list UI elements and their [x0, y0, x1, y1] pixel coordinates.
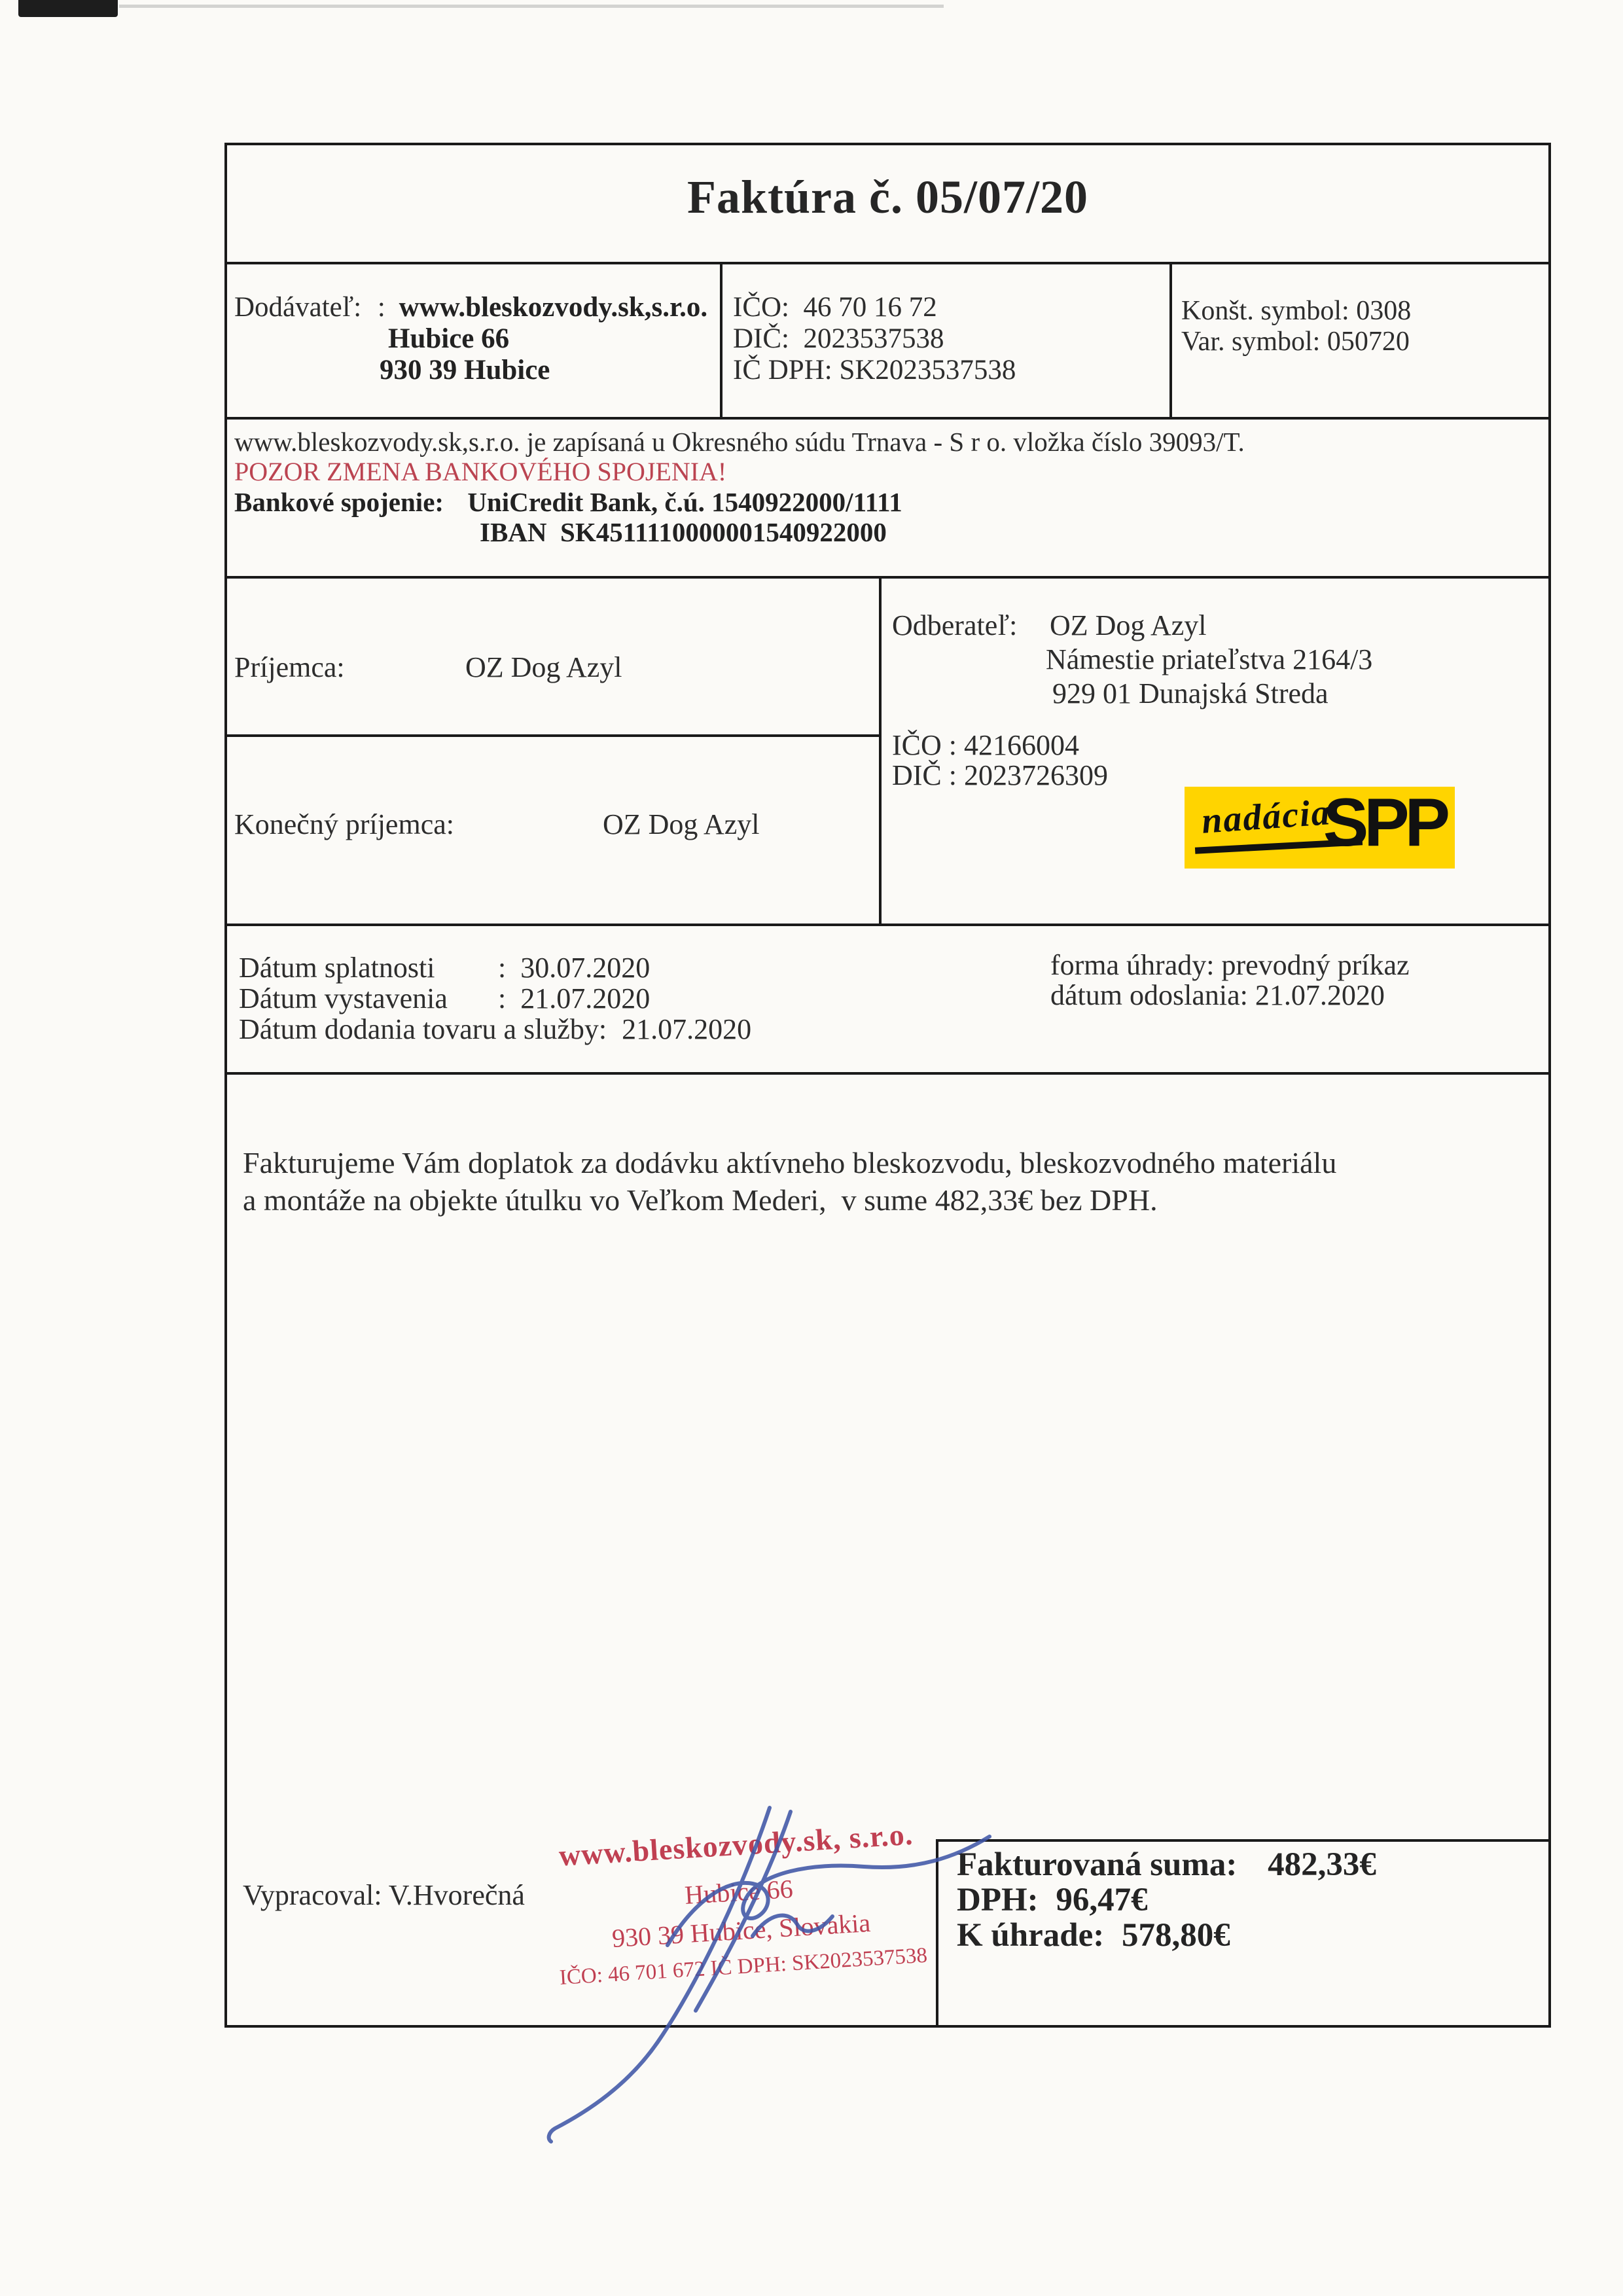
supplier-icdph: IČ DPH: SK2023537538: [733, 355, 1016, 386]
customer-ico: IČO : 42166004: [892, 729, 1079, 761]
stamp-line2: Hubice 66: [683, 1874, 794, 1910]
table-border: [224, 1072, 1551, 1075]
total-due-label: K úhrade:: [957, 1917, 1105, 1954]
total-invoiced-label: Fakturovaná suma:: [957, 1846, 1238, 1883]
recipient-block: [234, 651, 622, 684]
supplier-tax-block: [733, 292, 1158, 386]
date-row: [239, 983, 751, 1014]
body-line1: Fakturujeme Vám doplatok za dodávku aktívneho bleskozvodu, bleskozvodného materiálu: [243, 1146, 1337, 1179]
supplier-address2-text: 930 39 Hubice: [380, 355, 550, 386]
bank-label: Bankové spojenie:: [234, 487, 444, 517]
final-recipient-value: OZ Dog Azyl: [603, 808, 760, 840]
final-recipient-block: [234, 808, 760, 841]
table-border: [224, 924, 1551, 926]
invoice-body-text: [243, 1144, 1506, 1219]
supplier-colon: :: [377, 292, 385, 323]
customer-line1: [892, 609, 1372, 643]
table-border: [224, 262, 1551, 264]
date-row: [239, 952, 751, 983]
registration-note: www.bleskozvody.sk,s.r.o. je zapísaná u Okresného súdu Trnava - S r o. vložka číslo 39093/T.: [234, 427, 1245, 457]
date-issued-label: Dátum vystavenia: [239, 982, 448, 1014]
date-due-label: Dátum splatnosti: [239, 952, 435, 984]
payment-form: forma úhrady: prevodný príkaz: [1050, 949, 1410, 981]
table-border: [224, 417, 1551, 420]
invoice-title-text: Faktúra č. 05/07/20: [687, 171, 1088, 223]
supplier-ico: IČO: 46 70 16 72: [733, 292, 937, 323]
logo-script-text: nadácia: [1200, 792, 1332, 842]
total-due-value: 578,80€: [1122, 1917, 1230, 1954]
total-invoiced-row: [957, 1847, 1376, 1882]
table-border: [224, 734, 879, 737]
customer-label: Odberateľ:: [892, 609, 1018, 641]
scan-artifact-line: [119, 5, 944, 8]
iban: IBAN SK4511110000001540922000: [480, 517, 887, 547]
supplier-label: Dodávateľ:: [234, 292, 362, 323]
supplier-dic: DIČ: 2023537538: [733, 323, 944, 354]
customer-name: OZ Dog Azyl: [1050, 609, 1207, 641]
date-delivery-value: 21.07.2020: [622, 1013, 752, 1045]
customer-block: [892, 609, 1372, 791]
supplier-address1-text: Hubice 66: [388, 323, 510, 354]
konst-symbol: Konšt. symbol: 0308: [1181, 296, 1412, 326]
customer-dic: DIČ : 2023726309: [892, 759, 1108, 791]
supplier-block: [234, 292, 715, 386]
recipient-label: Príjemca:: [234, 651, 345, 683]
table-border: [720, 262, 722, 420]
final-recipient-label: Konečný príjemca:: [234, 808, 454, 840]
totals-text: [957, 1847, 1376, 1953]
bank-block: [234, 427, 1504, 547]
payment-block: [1050, 950, 1410, 1011]
customer-address2: 929 01 Dunajská Streda: [1052, 677, 1329, 709]
bank-value: UniCredit Bank, č.ú. 1540922000/1111: [467, 487, 902, 517]
customer-address1: Námestie priateľstva 2164/3: [1046, 643, 1373, 675]
prepared-by-text: Vypracoval: V.Hvorečná: [243, 1879, 525, 1911]
date-due-value: : 30.07.2020: [498, 952, 651, 984]
stamp-line1: www.bleskozvody.sk, s.r.o.: [558, 1817, 914, 1873]
company-stamp: [526, 1815, 954, 1992]
invoice-table-frame: [224, 143, 1551, 2028]
sent-date: dátum odoslania: 21.07.2020: [1050, 979, 1385, 1011]
invoice-title: [224, 170, 1551, 224]
stamp-line4: IČO: 46 701 672 IČ DPH: SK2023537538: [558, 1943, 928, 1990]
bank-warning: POZOR ZMENA BANKOVÉHO SPOJENIA!: [234, 457, 727, 486]
table-border: [224, 576, 1551, 579]
dates-block: [239, 952, 751, 1045]
total-invoiced-value: 482,33€: [1268, 1846, 1376, 1883]
supplier-line1: [234, 292, 715, 323]
supplier-address1: [234, 323, 715, 355]
total-due-row: [957, 1918, 1376, 1953]
total-vat-value: 96,47€: [1056, 1882, 1148, 1918]
total-vat-row: [957, 1882, 1376, 1918]
total-vat-label: DPH:: [957, 1882, 1039, 1918]
recipient-value: OZ Dog Azyl: [465, 651, 622, 683]
stamp-line3: 930 39 Hubice, Slovakia: [611, 1907, 872, 1953]
date-row: [239, 1014, 751, 1045]
prepared-by: [243, 1878, 525, 1912]
table-border: [1169, 262, 1172, 420]
symbols-block: [1181, 296, 1411, 357]
var-symbol: Var. symbol: 050720: [1181, 327, 1410, 357]
supplier-name: www.bleskozvody.sk,s.r.o.: [399, 292, 708, 323]
supplier-address2: [234, 355, 715, 386]
body-line2: a montáže na objekte útulku vo Veľkom Mederi, v sume 482,33€ bez DPH.: [243, 1183, 1158, 1217]
date-issued-value: : 21.07.2020: [498, 982, 651, 1014]
table-border: [879, 576, 882, 926]
logo-brand-text: SPP: [1323, 787, 1446, 861]
scan-artifact: [18, 0, 118, 17]
nadacia-spp-logo: [1185, 787, 1455, 869]
date-delivery-label: Dátum dodania tovaru a služby:: [239, 1013, 607, 1045]
